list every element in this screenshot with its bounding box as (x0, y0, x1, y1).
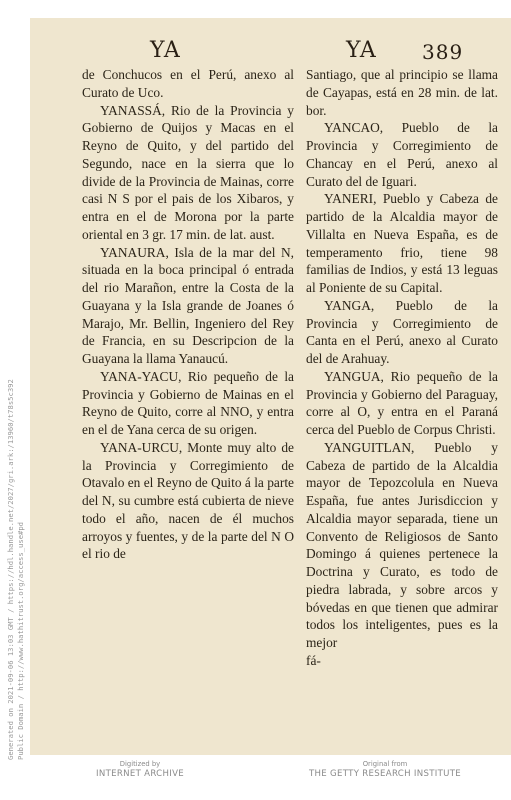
original-from-credit (300, 760, 470, 780)
right-column (306, 66, 498, 670)
digitized-by-credit (80, 760, 200, 780)
left-paragraph: YANAURA, Isla de la mar del N, situada en la boca principal ó entrada del rio Marañon, entre la Costa de la Guayana y la Isla grande de Joanes ó Marajo, Mr. Bellin, Ingeniero del Rey de Francia, en su Descripcion de la Guayana la llama Yanaucú. (82, 244, 294, 366)
running-head-right: YA (346, 38, 377, 63)
right-paragraph: YANGA, Pueblo de la Provincia y Corregimiento de Canta en el Perú, anexo al Curato del de Arahuay. (306, 297, 498, 366)
left-paragraph: YANA-URCU, Monte muy alto de la Provincia y Corregimiento de Otavalo en el Reyno de Quito á la parte del N, su cumbre está cubierta de nieve todo el año, nacen de él muchos arroyos y fuentes, y de la parte del N O el rio de (82, 439, 294, 562)
book-page (30, 18, 511, 755)
right-paragraph: YANGUA, Rio pequeño de la Provincia y Gobierno del Paraguay, corre al O, y entra en el Paraná cerca del Pueblo de Corpus Christi. (306, 368, 498, 437)
right-paragraph: YANGUITLAN, Pueblo y Cabeza de partido de la Alcaldia mayor de Tepozcolula en Nueva España, fue antes Jurisdiccion y Alcaldia mayor separada, tiene un Convento de Religiosos de Santo Domingo á quienes pertenece la Doctrina y Curato, es todo de piedra labrada, y sobre arcos y bóvedas en que tienen que admirar todos los inteligentes, pues es la mejor (306, 439, 498, 650)
right-paragraph: Santiago, que al principio se llama de Cayapas, está en 28 min. de lat. bor. (306, 67, 498, 118)
getty-institute-label: THE GETTY RESEARCH INSTITUTE (308, 769, 461, 779)
left-paragraph: de Conchucos en el Perú, anexo al Curato de Uco. (82, 67, 294, 100)
internet-archive-label: INTERNET ARCHIVE (96, 769, 184, 779)
running-head-left: YA (150, 38, 181, 63)
left-paragraph: YANASSÁ, Rio de la Provincia y Gobierno de Quijos y Macas en el Reyno de Quito, y del partido del Segundo, nace en la sierra que lo divide de la Provincia de Mainas, corre casi N S por el pais de los Xibaros, y entra en el de Morona por la parte oriental en 3 gr. 17 min. de lat. aust. (82, 102, 294, 242)
right-paragraph: YANCAO, Pueblo de la Provincia y Corregimiento de Chancay en el Perú, anexo al Curato del de Iguari. (306, 120, 498, 189)
side-stamp-line-1: Generated on 2021-09-06 13:03 GMT / https://hdl.handle.net/2027/gri.ark:/13960/t78s5c392 (6, 379, 15, 760)
left-paragraph: YANA-YACU, Rio pequeño de la Provincia y Gobierno de Mainas en el Reyno de Quito, corre al NNO, y entra en el de Yana cerca de su origen. (82, 368, 294, 437)
left-column (82, 66, 294, 563)
side-stamp-line-2: Public Domain / http://www.hathitrust.org/access_use#pd (16, 522, 25, 760)
original-from-label: Original from (362, 760, 408, 768)
digitized-by-label: Digitized by (119, 760, 161, 768)
page-number: 389 (422, 40, 464, 64)
right-paragraph: YANERI, Pueblo y Cabeza de partido de la Alcaldia mayor de Villalta en Nueva España, es de temperamento frio, tiene 98 familias de Indios, y está 13 leguas al Poniente de su Capital. (306, 191, 498, 295)
catchword: fá- (306, 652, 321, 668)
